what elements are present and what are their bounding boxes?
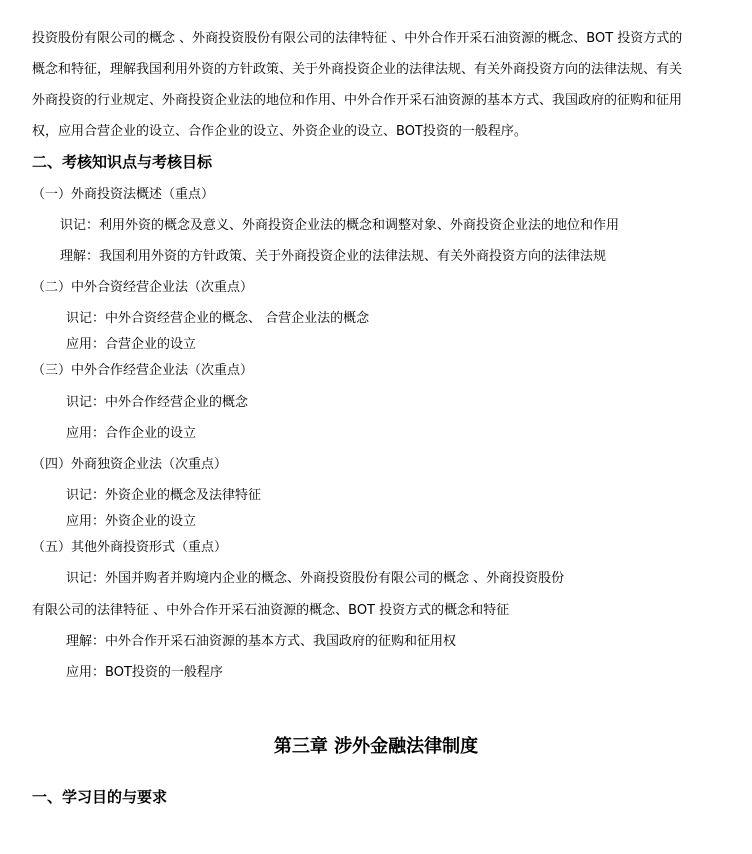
chapter-title: 第三章 涉外金融法律制度 xyxy=(273,736,479,757)
subsection-5-apply: 应用：BOT投资的一般程序 xyxy=(66,665,223,680)
subsection-5-understand: 理解：中外合作开采石油资源的基本方式、我国政府的征购和征用权 xyxy=(66,634,457,649)
subsection-4-remember: 识记：外资企业的概念及法律特征 xyxy=(66,488,262,503)
intro-line-1: 投资股份有限公司的概念 、外商投资股份有限公司的法律特征 、中外合作开采石油资源的概念、BOT 投资方式的 xyxy=(32,31,683,46)
subsection-1-understand: 理解：我国利用外资的方针政策、关于外商投资企业的法律法规、有关外商投资方向的法律法规 xyxy=(60,249,607,264)
subsection-title-3: （三）中外合作经营企业法（次重点） xyxy=(32,363,254,378)
section-heading-learning-goals: 一、学习目的与要求 xyxy=(32,788,168,806)
section-heading-assessment: 二、考核知识点与考核目标 xyxy=(32,153,213,171)
subsection-3-remember: 识记：中外合作经营企业的概念 xyxy=(66,395,249,410)
intro-line-2: 概念和特征，理解我国利用外资的方针政策、关于外商投资企业的法律法规、有关外商投资方向的法律法规、有关 xyxy=(32,62,683,77)
subsection-5-remember-line-1: 识记：外国并购者并购境内企业的概念、外商投资股份有限公司的概念 、外商投资股份 xyxy=(66,571,565,586)
subsection-4-apply: 应用：外资企业的设立 xyxy=(66,514,197,529)
subsection-title-2: （二）中外合资经营企业法（次重点） xyxy=(32,280,254,295)
subsection-title-4: （四）外商独资企业法（次重点） xyxy=(32,457,228,472)
intro-line-4: 权，应用合营企业的设立、合作企业的设立、外资企业的设立、BOT投资的一般程序。 xyxy=(32,124,527,139)
subsection-1-remember: 识记：利用外资的概念及意义、外商投资企业法的概念和调整对象、外商投资企业法的地位和作用 xyxy=(60,218,620,233)
subsection-3-apply: 应用：合作企业的设立 xyxy=(66,426,197,441)
subsection-2-remember: 识记：中外合资经营企业的概念、 合营企业法的概念 xyxy=(66,311,370,326)
intro-line-3: 外商投资的行业规定、外商投资企业法的地位和作用、中外合作开采石油资源的基本方式、我国政府的征购和征用 xyxy=(32,93,683,108)
subsection-title-1: （一）外商投资法概述（重点） xyxy=(32,187,215,202)
subsection-5-remember-line-2: 有限公司的法律特征 、中外合作开采石油资源的概念、BOT 投资方式的概念和特征 xyxy=(32,603,510,618)
subsection-title-5: （五）其他外商投资形式（重点） xyxy=(32,540,228,555)
subsection-2-apply: 应用：合营企业的设立 xyxy=(66,337,197,352)
